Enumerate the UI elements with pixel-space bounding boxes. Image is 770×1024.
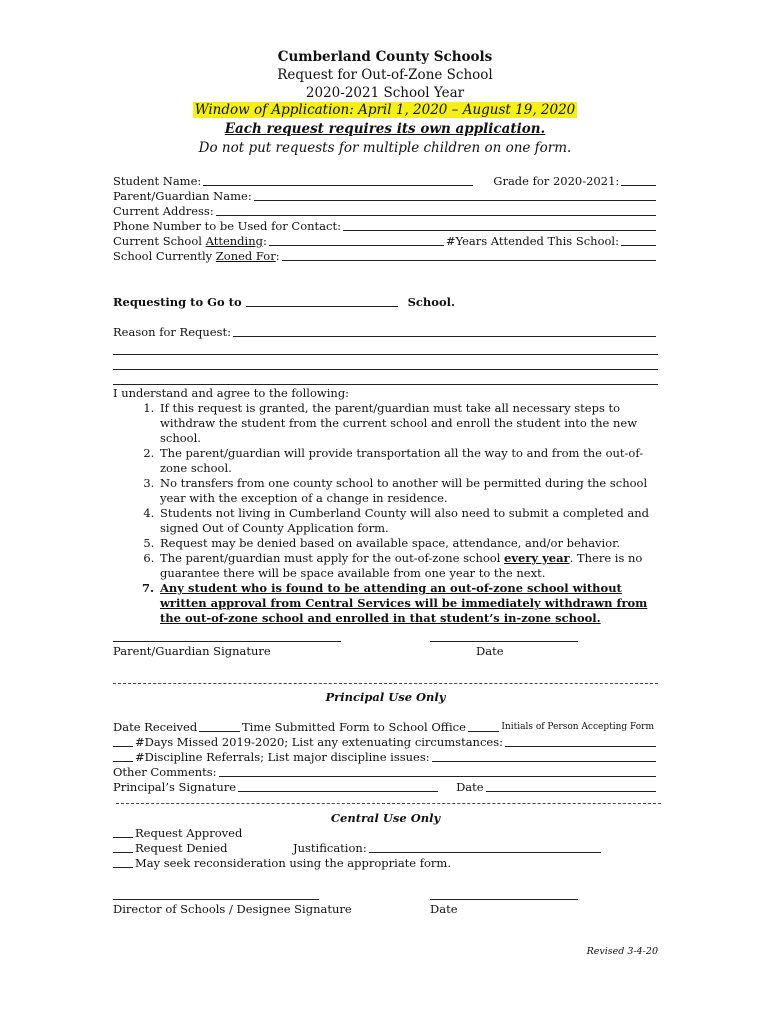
denied-row [113, 841, 658, 856]
requesting-section [113, 295, 658, 310]
parent-signature-label: Parent/Guardian Signature [113, 644, 271, 658]
approved-label: Request Approved [135, 826, 243, 840]
reason-line-2[interactable] [113, 340, 658, 355]
agreement-intro: I understand and agree to the following: [113, 386, 350, 400]
parent-name-label: Parent/Guardian Name: [113, 189, 252, 203]
other-comments-label: Other Comments: [113, 765, 217, 779]
parent-name-row [113, 189, 658, 204]
requesting-label: Requesting to Go to [113, 295, 242, 309]
address-label: Current Address: [113, 204, 214, 218]
central-title: Central Use Only [330, 811, 441, 825]
requested-school-field[interactable] [246, 305, 398, 307]
agreement-item-6: 6. The parent/guardian must apply for the out-of-zone school every year. There is no guarantee there will be space available from one year to the next. [158, 551, 658, 581]
org-title: Cumberland County Schools [277, 49, 493, 65]
agreement-item-3: 3. No transfers from one county school to another will be permitted during the school year with the exception of a change in residence. [158, 476, 658, 506]
each-request-note: Each request requires its own application. [224, 121, 546, 137]
student-name-label: Student Name: [113, 174, 202, 188]
current-school-field[interactable] [269, 244, 444, 246]
initials-label: Initials of Person Accepting Form [501, 722, 654, 732]
current-school-label: Current School Attending: [113, 234, 267, 248]
discipline-issues-field[interactable] [432, 760, 656, 762]
days-missed-circumstances-field[interactable] [505, 745, 656, 747]
agreement-item-1: 1. If this request is granted, the parent/guardian must take all necessary steps to withdraw the student from the current school and enroll the student into the new school. [158, 401, 658, 446]
reason-line-3[interactable] [113, 355, 658, 370]
other-comments-row [113, 765, 658, 780]
agreement-item-5: 5. Request may be denied based on available space, attendance, and/or behavior. [158, 536, 658, 551]
parent-name-field[interactable] [254, 199, 656, 201]
zoned-row [113, 249, 658, 264]
discipline-count-field[interactable] [113, 760, 133, 762]
student-info-section [113, 174, 658, 264]
reason-section [113, 325, 658, 385]
agreement-list [113, 401, 658, 626]
central-section [113, 826, 658, 871]
time-submitted-label: Time Submitted Form to School Office [241, 720, 466, 734]
revised-date: Revised 3-4-20 [586, 946, 658, 957]
agreement-section [113, 386, 658, 626]
grade-field[interactable] [621, 184, 656, 186]
phone-label: Phone Number to be Used for Contact: [113, 219, 341, 233]
principal-date-field[interactable] [486, 790, 656, 792]
director-signature-label: Director of Schools / Designee Signature [113, 902, 352, 916]
director-date-label: Date [430, 902, 458, 916]
phone-field[interactable] [343, 229, 656, 231]
student-name-field[interactable] [203, 184, 473, 186]
principal-section [113, 720, 658, 795]
parent-date-field[interactable] [430, 640, 578, 642]
principal-date-label: Date [456, 780, 484, 794]
director-date-field[interactable] [430, 898, 578, 900]
address-field[interactable] [216, 214, 656, 216]
days-missed-field[interactable] [113, 745, 133, 747]
reason-label: Reason for Request: [113, 325, 231, 339]
years-attended-label: #Years Attended This School: [445, 234, 619, 248]
student-name-row [113, 174, 658, 189]
reconsider-label: May seek reconsideration using the appropriate form. [135, 856, 451, 870]
approved-row [113, 826, 658, 841]
time-submitted-field[interactable] [468, 730, 499, 732]
principal-signature-field[interactable] [238, 790, 438, 792]
approved-checkline[interactable] [113, 836, 133, 838]
agreement-item-4: 4. Students not living in Cumberland County will also need to submit a completed and signed Out of County Application form. [158, 506, 658, 536]
form-title: Request for Out-of-Zone School [277, 67, 493, 83]
zoned-field[interactable] [282, 259, 656, 261]
justification-label: Justification: [293, 841, 367, 855]
parent-signature-field[interactable] [113, 640, 341, 642]
requesting-suffix: School. [407, 295, 456, 309]
principal-title: Principal Use Only [325, 690, 446, 704]
zoned-label: School Currently Zoned For: [113, 249, 280, 263]
window-line [0, 101, 770, 119]
date-received-field[interactable] [199, 730, 240, 732]
denied-label: Request Denied [135, 841, 228, 855]
justification-field[interactable] [369, 851, 601, 853]
agreement-item-7: 7. Any student who is found to be attending an out-of-zone school without written approval from Central Services will be immediately withdrawn from the out-of-zone school and enrolled in that student’s in-zone school. [158, 581, 658, 626]
application-window: Window of Application: April 1, 2020 – August 19, 2020 [194, 102, 576, 118]
current-school-row [113, 234, 658, 249]
date-received-row [113, 720, 658, 735]
days-missed-label: #Days Missed 2019-2020; List any extenuating circumstances: [135, 735, 503, 749]
phone-row [113, 219, 658, 234]
denied-checkline[interactable] [113, 851, 133, 853]
reason-line-4[interactable] [113, 370, 658, 385]
address-row [113, 204, 658, 219]
discipline-row [113, 750, 658, 765]
days-missed-row [113, 735, 658, 750]
school-year: 2020-2021 School Year [305, 85, 465, 101]
discipline-label: #Discipline Referrals; List major discipline issues: [135, 750, 430, 764]
director-signature-field[interactable] [113, 898, 319, 900]
reconsider-row [113, 856, 658, 871]
grade-label: Grade for 2020-2021: [493, 174, 620, 188]
parent-date-label: Date [476, 644, 504, 658]
reconsider-checkline[interactable] [113, 866, 133, 868]
reason-field[interactable] [233, 335, 656, 337]
no-multiple-note: Do not put requests for multiple children on one form. [198, 140, 572, 156]
principal-signature-label: Principal’s Signature [113, 780, 237, 794]
other-comments-field[interactable] [219, 775, 656, 777]
principal-divider [113, 683, 658, 684]
years-attended-field[interactable] [621, 244, 656, 246]
date-received-label: Date Received [113, 720, 198, 734]
principal-signature-row [113, 780, 658, 795]
agreement-item-2: 2. The parent/guardian will provide transportation all the way to and from the out-of-zone school. [158, 446, 658, 476]
central-divider [116, 803, 661, 804]
